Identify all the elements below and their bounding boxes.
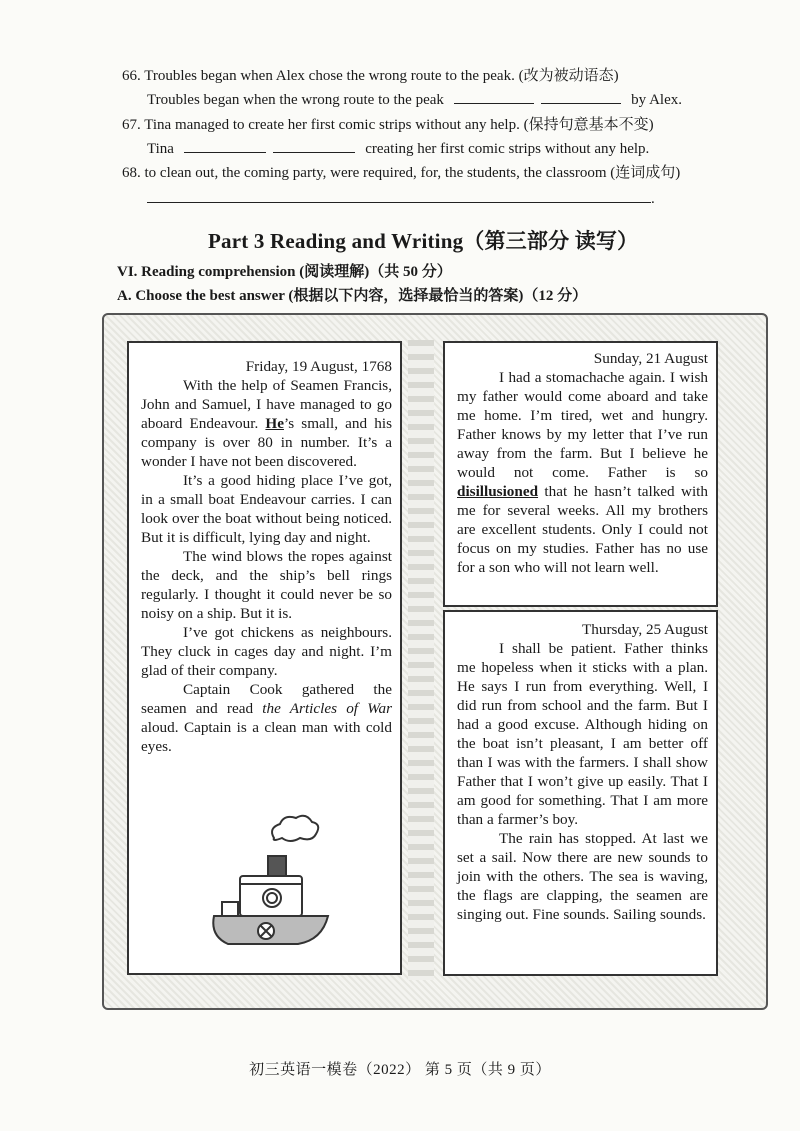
diary-paragraph: I shall be patient. Father thinks me hopeless when it sticks with a plan. He says I run from everything. Well, I did run from school and the farm. But I had a good excuse. Although hiding on the boat isn’t pleasant, I am better off than I was with the farmers. I shall show Father that I won’t give up easily. That I am good for something. That I am more than a farmer’s boy. [457,640,708,828]
underlined-word-disillusioned: disillusioned [457,483,539,500]
diary-paragraph: It’s a good hiding place I’ve got, in a small boat Endeavour carries. I can look over the boat without being noticed. But it is difficult, lying day and night. [141,472,392,546]
q68-period: . [651,191,655,207]
diary-paragraph: I had a stomachache again. I wish my father would come aboard and take me home. I’m tired, wet and hungry. Father knows by my letter that I’ve run away from the farm. But I believe he would not come. Father is so disillusioned that he hasn’t talked with me for several weeks. All my brothers are excellent students. Only I could not focus on my studies. Father has no use for a son who will not learn well. [457,369,708,576]
diary-left-page [127,341,402,975]
subsection-title: A. Choose the best answer (根据以下内容，选择最恰当的答案)（12 分） [117,288,588,304]
diary-paragraph: I’ve got chickens as neighbours. They cluck in cages day and night. I’m glad of their company. [141,624,392,679]
diary-right-top-page [443,341,718,607]
answer-blank[interactable] [541,89,621,104]
section-title: VI. Reading comprehension (阅读理解)（共 50 分） [117,264,452,280]
diary-right-bottom-page [443,610,718,976]
q66-prefix: Troubles began when the wrong route to the peak [147,92,444,108]
page-footer: 初三英语一模卷（2022） 第 5 页（共 9 页） [249,1062,551,1078]
diary-date: Sunday, 21 August [593,350,708,367]
answer-blank[interactable] [147,188,651,203]
question-67-answer-line [147,137,649,161]
diary-date: Friday, 19 August, 1768 [245,358,392,375]
answer-blank[interactable] [273,138,355,153]
q67-prefix: Tina [147,141,174,157]
q66-suffix: by Alex. [631,92,682,108]
question-68-answer-line [147,187,655,211]
steamship-illustration [194,798,334,948]
q67-suffix: creating her first comic strips without any help. [365,141,650,157]
diary-paragraph: The rain has stopped. At last we set a sail. Now there are new sounds to join with the others. The sea is waving, the flags are clapping, the seamen are singing out. Fine sounds. Sailing sounds. [457,830,708,923]
answer-blank[interactable] [454,89,534,104]
diary-paragraph: The wind blows the ropes against the deck, and the ship’s bell rings regularly. I thought it could never be so noisy on a ship. But it is. [141,548,392,622]
diary-paragraph: With the help of Seamen Francis, John and Samuel, I have managed to go aboard Endeavour. He’s small, and his company is over 80 in number. It’s a wonder I have not been discovered. [141,377,392,470]
underlined-word-he: He [265,415,284,432]
question-66: 66. Troubles began when Alex chose the wrong route to the peak. (改为被动语态) [122,68,619,84]
part-title: Part 3 Reading and Writing（第三部分 读写） [208,229,639,253]
question-66-answer-line [147,88,682,112]
answer-blank[interactable] [184,138,266,153]
diary-paragraph: Captain Cook gathered the seamen and read the Articles of War aloud. Captain is a clean man with cold eyes. [141,681,393,755]
question-68: 68. to clean out, the coming party, were required, for, the students, the classroom (连词成句) [122,165,681,181]
book-spine [408,340,434,980]
question-67: 67. Tina managed to create her first comic strips without any help. (保持句意基本不变) [122,117,654,133]
diary-date: Thursday, 25 August [582,621,708,638]
